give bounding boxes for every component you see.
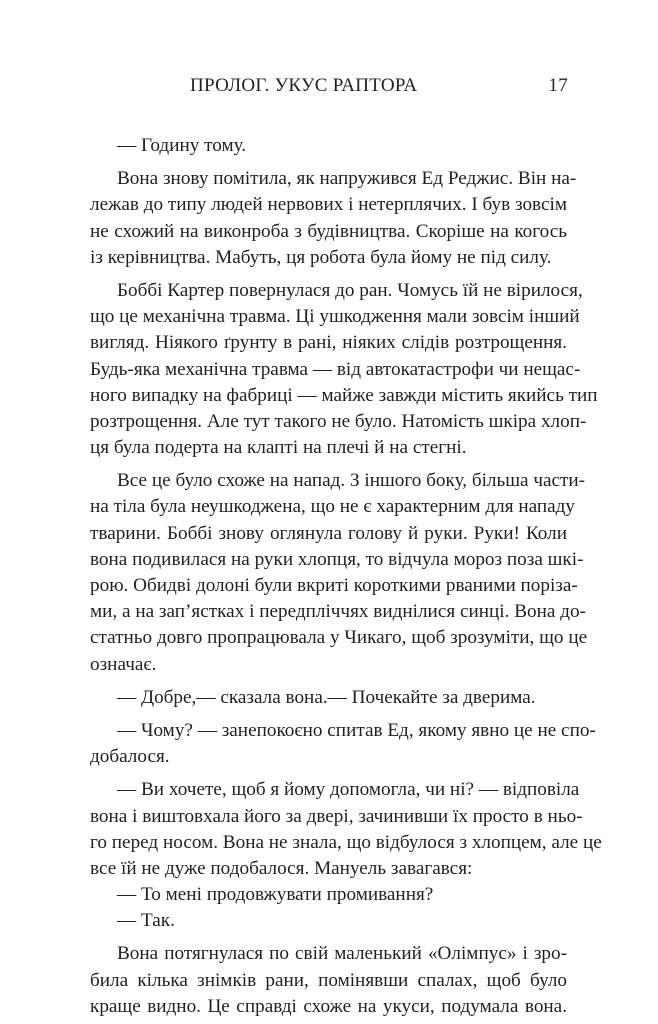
text-line: — Годину тому. [117, 135, 247, 156]
text-line: — Так. [117, 910, 175, 932]
text-line: — Чому? — занепокоєно спитав Ед, якому явно це не спо- [117, 719, 596, 741]
text-line: Боббі Картер повернулася до ран. Чомусь їй не вірилося, [117, 279, 583, 301]
text-line: не схожий на виконроба з будівництва. Скоріше на когось [90, 220, 567, 242]
text-line: — То мені продовжувати промивання? [117, 884, 434, 906]
running-head [90, 75, 568, 103]
text-line: лежав до типу людей нервових і нетерплячих. І був зовсім [90, 194, 567, 216]
text-line: вона і виштовхала його за двері, зачинивши їх просто в ньо- [90, 805, 583, 827]
text-line: — Добре,— сказала вона.— Почекайте за дверима. [117, 686, 536, 708]
text-line: била кілька знімків рани, помінявши спалах, щоб було [90, 969, 567, 991]
text-line: Все це було схоже на напад. З іншого боку, більша части- [117, 470, 586, 492]
text-line: що це механічна травма. Ці ушкодження мали зовсім інший [90, 306, 580, 328]
text-line: вигляд. Ніякого ґрунту в рані, ніяких слідів розтрощення. [90, 332, 567, 354]
text-line: на тіла була неушкоджена, що не є характерним для нападу [90, 496, 575, 518]
text-line: статньо довго пропрацювала у Чикаго, щоб зрозуміти, що це [90, 627, 588, 649]
text-line: ця була подерта на клапті на плечі й на стегні. [90, 437, 467, 459]
text-line: тварини. Боббі знову оглянула голову й руки. Руки! Коли [90, 522, 567, 544]
text-line: розтрощення. Але тут такого не було. Натомість шкіра хлоп- [90, 410, 587, 432]
chapter-title: ПРОЛОГ. УКУС РАПТОРА [190, 75, 418, 96]
text-line: ного випадку на фабриці — майже завжди містить якийсь тип [90, 384, 598, 406]
text-line: із керівництва. Мабуть, ця робота була йому не під силу. [90, 246, 552, 268]
text-line: краще видно. Це справді схоже на укуси, подумала вона. [90, 995, 567, 1017]
text-line: Будь-яка механічна травма — від автокатастрофи чи нещас- [90, 358, 581, 380]
text-line: Вона потягнулася по свій маленький «Олімпус» і зро- [117, 943, 567, 965]
text-line: вона подивилася на руки хлопця, то відчула мороз поза шкі- [90, 548, 584, 570]
text-line: Вона знову помітила, як напружився Ед Реджис. Він на- [117, 168, 577, 190]
body-text [90, 133, 602, 1020]
text-line: го перед носом. Вона не знала, що відбулося з хлопцем, але це [90, 831, 602, 853]
text-line: — Ви хочете, щоб я йому допомогла, чи ні? — відповіла [117, 779, 580, 801]
page-number: 17 [548, 75, 568, 96]
text-line: добалося. [90, 746, 170, 768]
text-line: все їй не дуже подобалося. Мануель завагався: [90, 857, 473, 879]
text-line: рою. Обидві долоні були вкриті короткими рваними порізa- [90, 575, 578, 596]
text-line: означає. [90, 653, 157, 675]
text-line: ми, а на зап’ястках і передпліччях виднілися синці. Вона до- [90, 601, 586, 623]
